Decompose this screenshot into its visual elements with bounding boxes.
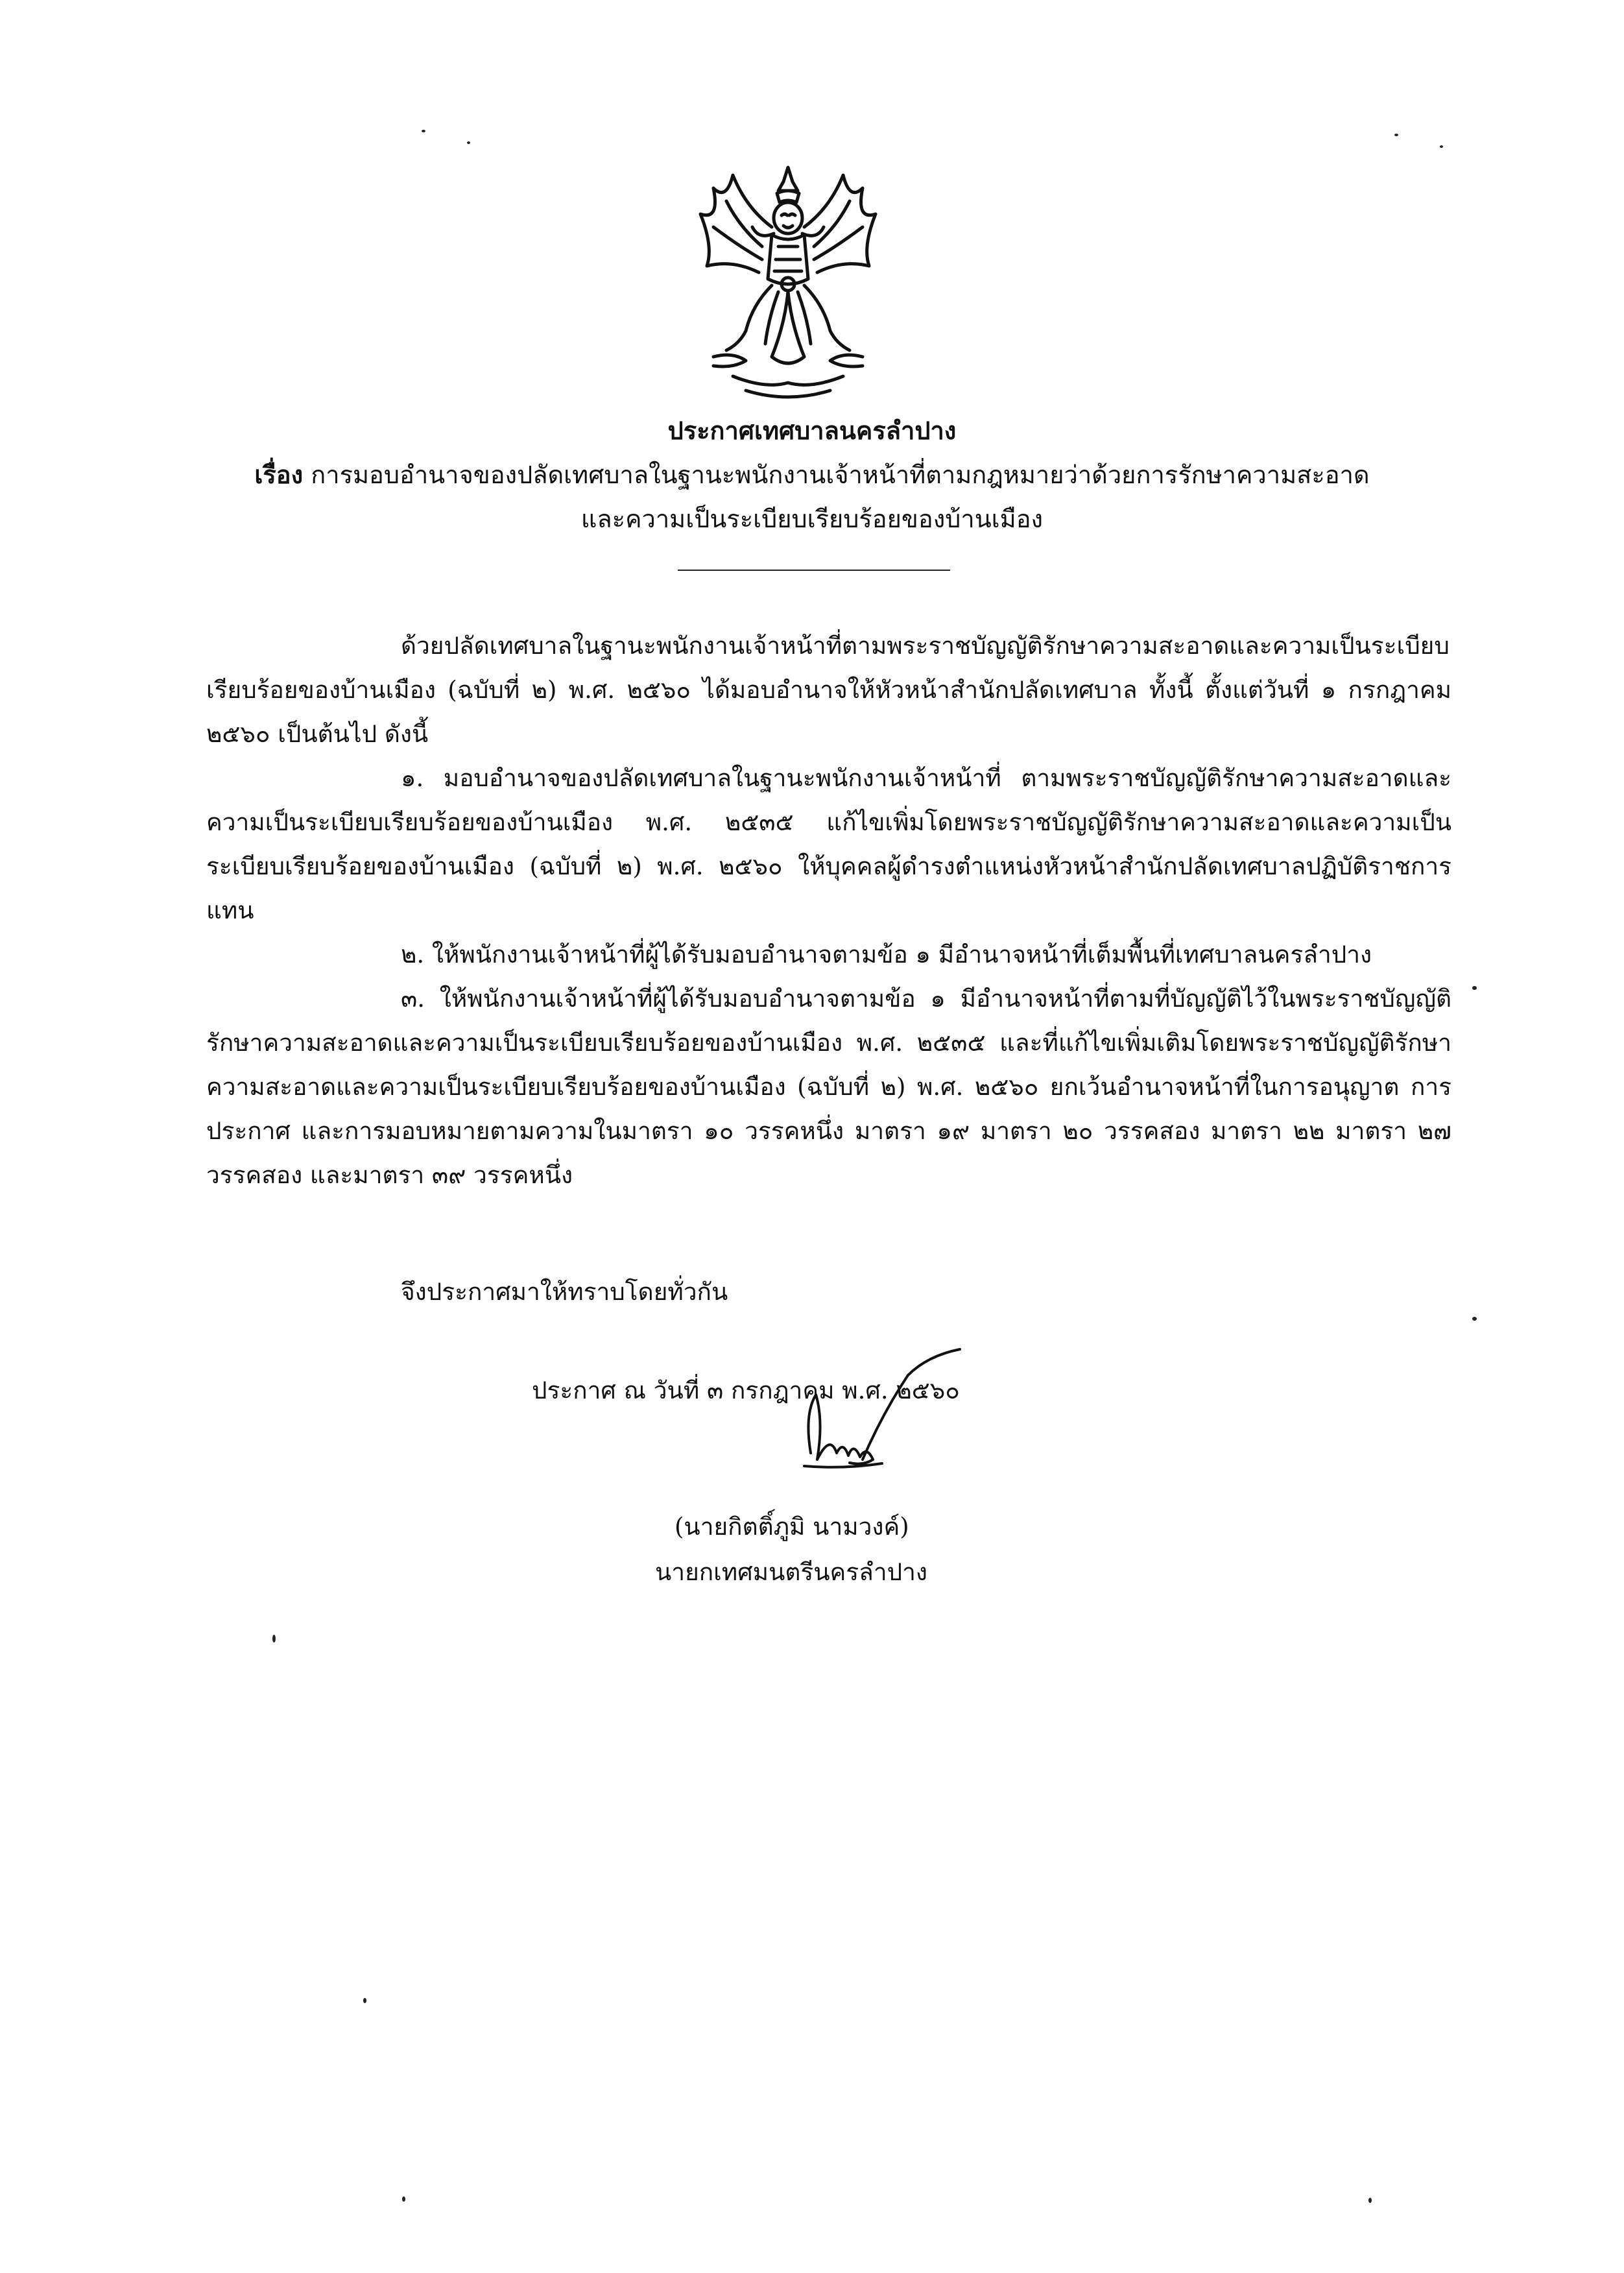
scan-speck xyxy=(1472,986,1477,990)
garuda-emblem-icon xyxy=(687,162,889,402)
scan-speck xyxy=(272,1635,276,1642)
signature-mark xyxy=(739,1336,973,1498)
title-divider xyxy=(678,570,950,571)
scan-speck xyxy=(467,141,470,144)
paragraph-text: ด้วยปลัดเทศบาลในฐานะพนักงานเจ้าหน้าที่ตามพระราชบัญญัติรักษาความสะอาดและความเป็นระเบียบเรียบร้อยของบ้านเมือง (ฉบับที่ ๒) พ.ศ. ๒๕๖๐ ได้มอบอำนาจให้หัวหน้าสำนักปลัดเทศบาล ทั้งนี้ ตั้งแต่วันที่ ๑ กรกฎาคม ๒๕๖๐ เป็นต้นไป ดังนี้ xyxy=(206,632,1451,748)
scan-speck xyxy=(363,1998,366,2003)
scan-speck xyxy=(1440,145,1443,148)
opening-paragraph xyxy=(206,624,1451,756)
scan-speck xyxy=(422,130,425,132)
list-item: ๒. ให้พนักงานเจ้าหน้าที่ผู้ได้รับมอบอำนาจตามข้อ ๑ มีอำนาจหน้าที่เต็มพื้นที่เทศบาลนครลำปาง xyxy=(401,941,1372,968)
list-item: ๓. ให้พนักงานเจ้าหน้าที่ผู้ได้รับมอบอำนาจตามข้อ ๑ มีอำนาจหน้าที่ตามที่บัญญัติไว้ในพระราชบัญญัติรักษาความสะอาดและความเป็นระเบียบเรียบร้อยของบ้านเมือง พ.ศ. ๒๕๓๕ และที่แก้ไขเพิ่มเติมโดยพระราชบัญญัติรักษาความสะอาดและความเป็นระเบียบเรียบร้อยของบ้านเมือง (ฉบับที่ ๒) พ.ศ. ๒๕๖๐ ยกเว้นอำนาจหน้าที่ในการอนุญาต การประกาศ และการมอบหมายตามความในมาตรา ๑๐ วรรคหนึ่ง มาตรา ๑๙ มาตรา ๒๐ วรรคสอง มาตรา ๒๒ มาตรา ๒๗ วรรคสอง และมาตรา ๓๙ วรรคหนึ่ง xyxy=(206,985,1451,1189)
scan-speck xyxy=(402,2196,405,2202)
announcement-date: ประกาศ ณ วันที่ ๓ กรกฎาคม พ.ศ. ๒๕๖๐ xyxy=(532,1377,960,1404)
subject-line-2: และความเป็นระเบียบเรียบร้อยของบ้านเมือง xyxy=(580,505,1044,533)
numbered-items xyxy=(206,756,1451,1197)
signer-position: นายกเทศมนตรีนครลำปาง xyxy=(655,1558,927,1586)
scan-speck xyxy=(1394,134,1398,136)
scan-speck xyxy=(1368,2198,1372,2203)
subject-label: เรื่อง xyxy=(254,460,304,489)
list-item: ๑. มอบอำนาจของปลัดเทศบาลในฐานะพนักงานเจ้าหน้าที่ ตามพระราชบัญญัติรักษาความสะอาดและความเป็นระเบียบเรียบร้อยของบ้านเมือง พ.ศ. ๒๕๓๕ แก้ไขเพิ่มโดยพระราชบัญญัติรักษาความสะอาดและความเป็นระเบียบเรียบร้อยของบ้านเมือง (ฉบับที่ ๒) พ.ศ. ๒๕๖๐ ให้บุคคลผู้ดำรงตำแหน่งหัวหน้าสำนักปลัดเทศบาลปฏิบัติราชการแทน xyxy=(206,764,1451,924)
signer-name: (นายกิตติ์ภูมิ นามวงค์) xyxy=(675,1513,909,1541)
document-title: ประกาศเทศบาลนครลำปาง xyxy=(667,416,957,445)
subject-text: การมอบอำนาจของปลัดเทศบาลในฐานะพนักงานเจ้าหน้าที่ตามกฎหมายว่าด้วยการรักษาความสะอาด xyxy=(311,461,1370,489)
closing-line: จึงประกาศมาให้ทราบโดยทั่วกัน xyxy=(401,1278,728,1306)
subject-line xyxy=(0,457,1624,493)
scan-speck xyxy=(1472,1317,1477,1321)
